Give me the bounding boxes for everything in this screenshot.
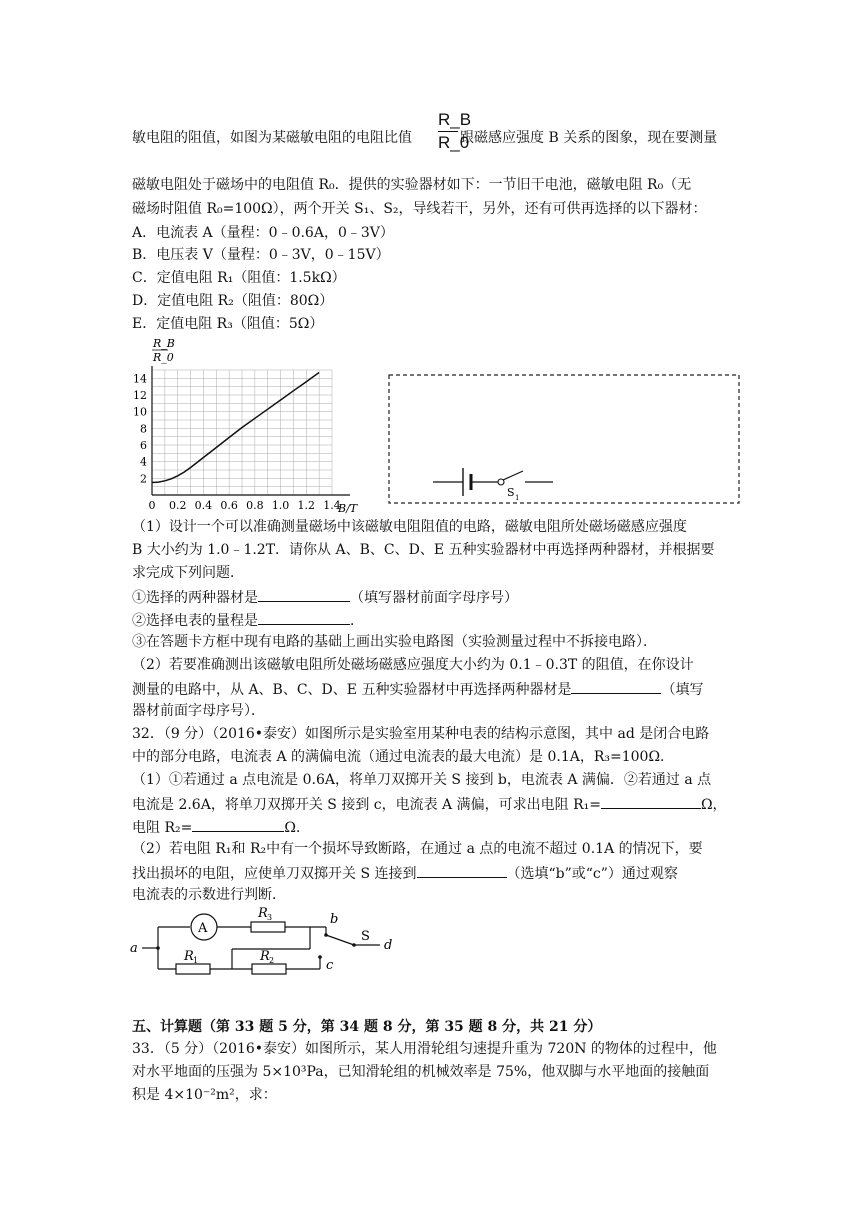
option-d: D．定值电阻 R₂（阻值：80Ω） [132,293,334,309]
q1-l8-text: 测量的电路中，从 A、B、C、D、E 五种实验器材中再选择两种器材是 [132,682,572,698]
x-tick-label: 0.2 [168,499,187,512]
q32-line-7 [132,863,678,883]
answer-blank-r2[interactable] [192,817,284,832]
q1-line-7: （2）若要准确测出该磁敏电阻所处磁场磁感应强度大小约为 0.1﹣0.3T 的阻值，在你设计 [132,657,694,673]
x-tick-label: 0.8 [246,499,264,512]
q32-line-8: 电流表的示数进行判断． [132,887,286,903]
r3-label: R [258,906,268,921]
chart-ticks [133,372,341,512]
x-tick-label: 1.0 [271,499,290,512]
intro-line-2: 磁敏电阻处于磁场中的电阻值 R₀．提供的实验器材如下：一节旧干电池，磁敏电阻 R₀（无 [132,177,692,193]
junction-a [156,946,160,950]
rb-r0-vs-b-chart [120,335,370,515]
resistor-r1 [176,964,210,974]
q1-line-9: 器材前面字母序号）． [132,703,265,719]
answer-blank-range[interactable] [258,610,350,625]
r3-label-sub: 3 [267,913,273,922]
q1-line-3: 求完成下列问题． [132,565,244,581]
answer-blank-equipment-2[interactable] [571,679,661,694]
q1-l5-text: ②选择电表的量程是 [132,613,258,629]
y-tick-label: 14 [133,372,147,386]
dashed-border [389,375,739,503]
y-tick-label: 2 [140,472,147,486]
switch-blade [503,471,523,480]
switch-blade [326,935,354,945]
q33-line-2: 对水平地面的压强为 5×10³Pa，已知滑轮组的机械效率是 75%，他双脚与水平地面的接触面 [132,1064,710,1080]
y-tick-label: 10 [133,405,147,419]
x-tick-label: 0.6 [220,499,238,512]
option-a: A．电流表 A（量程：0﹣0.6A，0﹣3V） [132,225,394,241]
chart-grid [152,370,332,495]
q1-l5-end: ． [350,613,364,629]
switch-label-sub: 1 [515,494,520,502]
q33-line-3: 积是 4×10⁻²m²，求： [132,1087,277,1103]
r2-label-sub: 2 [269,956,275,965]
q32-line-2: 中的部分电路，电流表 A 的满偏电流（通过电流表的最大电流）是 0.1A，R₃=100Ω． [132,749,675,765]
option-b: B．电压表 V（量程：0﹣3V，0﹣15V） [132,247,390,263]
q32-l7-hint: （选填“b”或“c”）通过观察 [506,866,678,882]
x-tick-label: 0.4 [194,499,213,512]
q32-line-5 [132,817,310,837]
q1-line-8 [132,679,703,699]
switch-label: S [507,486,515,499]
chart-series [152,373,319,483]
q1-line-6: ③在答题卡方框中现有电路的基础上画出实验电路图（实验测量过程中不拆接电路）． [132,634,657,650]
intro-line-3: 磁场时阻值 R₀=100Ω），两个开关 S₁、S₂，导线若干，另外，还有可供再选择的以下器材： [132,201,707,217]
y-axis-label-num: R_B [153,337,175,350]
fraction-denominator: R_0 [438,133,470,152]
q32-line-3: （1）①若通过 a 点电流是 0.6A，将单刀双掷开关 S 接到 b，电流表 A 满偏．②若通过 a 点 [132,772,712,788]
terminal-switch [352,943,356,947]
answer-blank-switch[interactable] [417,863,507,878]
q32-line-1: 32．（9 分）（2016•泰安）如图所示是实验室用某种电表的结构示意图，其中 ad 是闭合电路 [132,726,710,742]
intro-line-1b: 跟磁感应强度 B 关系的图象，现在要测量 [460,130,718,146]
answer-circuit-box [385,372,745,507]
answer-blank-equipment[interactable] [258,587,350,602]
x-tick-label: 0 [148,499,156,512]
q1-l4-text: ①选择的两种器材是 [132,590,258,606]
switch-s-label: S [361,929,370,944]
ammeter-label: A [198,921,208,936]
x-tick-label: 1.2 [297,499,316,512]
ratio-fraction [438,110,472,153]
resistor-r2 [252,964,286,974]
q1-l8-hint: （填写 [661,682,704,698]
q1-line-5 [132,610,364,630]
y-tick-label: 6 [140,439,147,452]
node-b-label: b [330,912,339,927]
node-d-label: d [384,938,393,953]
q1-line-1: （1）设计一个可以准确测量磁场中该磁敏电阻阻值的电路，磁敏电阻所处磁场磁感应强度 [132,519,687,535]
q32-l7-text: 找出损坏的电阻，应使单刀双掷开关 S 连接到 [132,866,417,882]
node-a-label: a [130,941,138,956]
rb-r0-curve [152,373,319,483]
ammeter-circuit-diagram [128,905,408,980]
q32-l5-text: 电阻 R₂= [132,820,193,836]
fraction-numerator: R_B [438,110,458,132]
q33-line-1: 33．（5 分）（2016•泰安）如图所示，某人用滑轮组匀速提升重为 720N 的物体的过程中，他 [132,1041,717,1057]
section-5-title: 五、计算题（第 33 题 5 分，第 34 题 8 分，第 35 题 8 分，共 21 分） [132,1019,602,1035]
y-axis-label-den: R_0 [153,351,174,364]
y-tick-label: 12 [133,389,147,402]
y-tick-label: 8 [140,422,147,436]
x-tick-label: 1.4 [323,499,341,512]
x-axis-label: B/T [338,502,358,515]
r2-label: R [260,949,270,964]
chart-axes [152,366,350,495]
answer-blank-r1[interactable] [601,794,701,809]
q32-l4-text: 电流是 2.6A，将单刀双掷开关 S 接到 c，电流表 A 满偏，可求出电阻 R₁= [132,797,601,813]
q32-line-6: （2）若电阻 R₁和 R₂中有一个损坏导致断路，在通过 a 点的电流不超过 0.1A 的情况下，要 [132,841,703,857]
option-c: C．定值电阻 R₁（阻值：1.5kΩ） [132,270,346,286]
option-e: E．定值电阻 R₃（阻值：5Ω） [132,316,324,332]
q1-l4-hint: （填写器材前面字母序号） [350,590,518,606]
node-c-label: c [326,958,334,973]
y-tick-label: 4 [140,455,147,469]
terminal-b [324,933,328,937]
resistor-r3 [251,922,285,932]
q32-line-4 [132,794,727,814]
intro-line-1a: 敏电阻的阻值，如图为某磁敏电阻的电阻比值 [132,130,412,146]
q1-line-4 [132,587,518,607]
terminal-c [318,955,322,959]
q32-l5-unit: Ω． [284,820,310,836]
r1-label-sub: 1 [193,956,199,965]
r1-label: R [184,949,194,964]
q32-l4-unit: Ω， [700,797,727,813]
q1-line-2: B 大小约为 1.0﹣1.2T．请你从 A、B、C、D、E 五种实验器材中再选择两种器材，并根据要 [132,542,715,558]
